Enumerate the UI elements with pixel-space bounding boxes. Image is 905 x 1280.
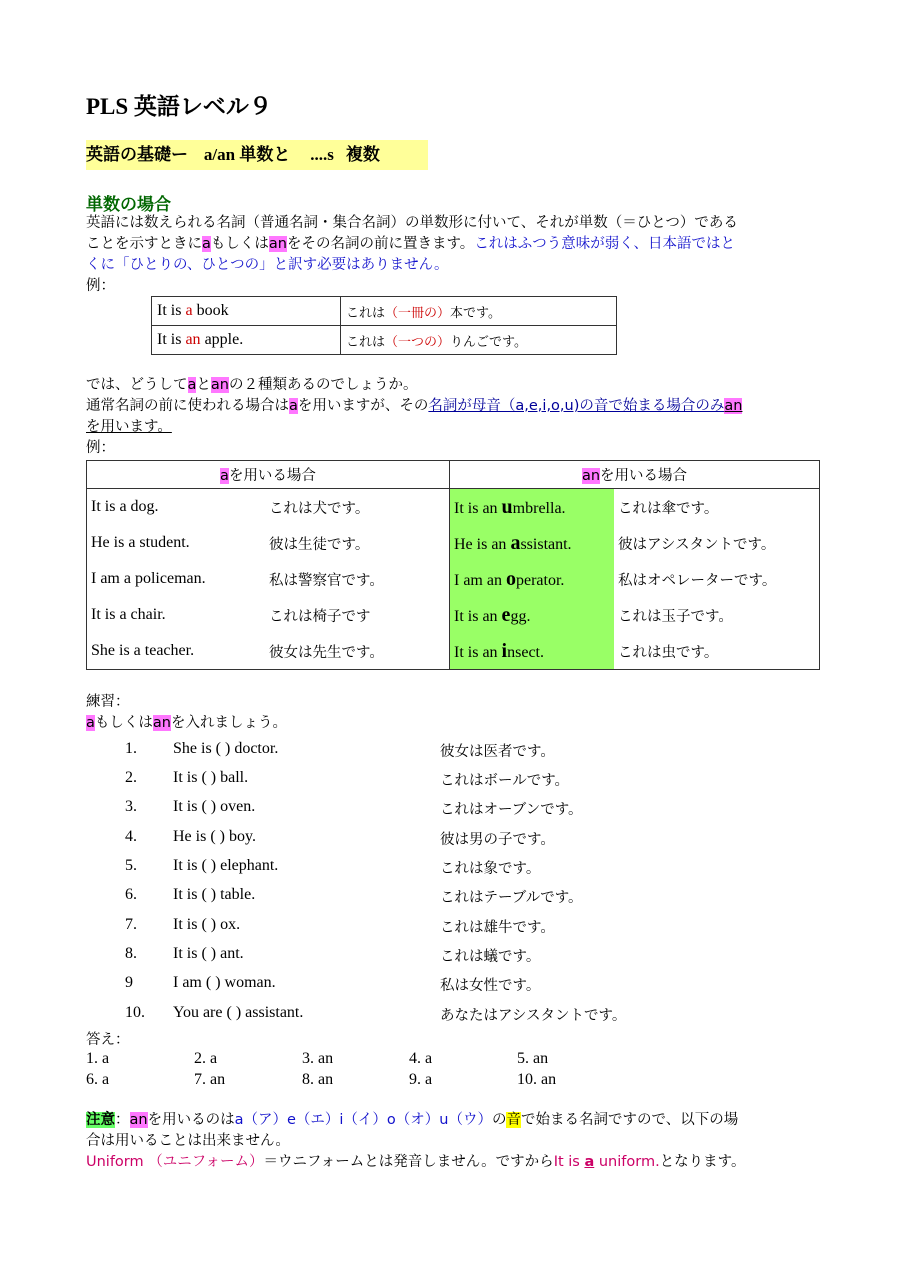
a-an-comparison-table	[86, 460, 820, 670]
list-item: 3. It is ( ) oven. これはオーブンです。	[125, 798, 583, 818]
answer: 3. an	[302, 1050, 334, 1067]
answer: 6. a	[86, 1071, 110, 1088]
table-header-row: aを用いる場合 anを用いる場合	[87, 461, 820, 489]
table-row: She is a teacher. 彼女は先生です。 It is an insect. これは虫です。	[87, 633, 820, 670]
answer: 10. an	[517, 1071, 557, 1088]
list-item: 5. It is ( ) elephant. これは象です。	[125, 857, 541, 877]
list-item: 6. It is ( ) table. これはテーブルです。	[125, 886, 583, 906]
page-title: PLS 英語レベル９	[86, 94, 272, 119]
subtitle: 英語の基礎ー a/an 単数と ....s 複数	[86, 140, 428, 170]
list-item: 2. It is ( ) ball. これはボールです。	[125, 769, 570, 789]
table-row: It is a book これは（一冊の）本です。	[152, 297, 617, 326]
list-item: 7. It is ( ) ox. これは雄牛です。	[125, 916, 555, 936]
table-row: It is a dog. これは犬です。 It is an umbrella. これは傘です。	[87, 489, 820, 526]
example-table-1	[151, 296, 617, 355]
note-paragraph: 注意：anを用いるのはa（ア）e（エ）i（イ）o（オ）u（ウ）の音で始まる名詞ですので、以下の場 合は用いることは出来ません。 Uniform （ユニフォーム）＝ウニフォームとは発音しません。ですからIt is a uniform.となります。	[86, 1112, 746, 1170]
list-item: 1. She is ( ) doctor. 彼女は医者です。	[125, 740, 555, 760]
table-row: It is a chair. これは椅子です It is an egg. これは玉子です。	[87, 597, 820, 633]
question-paragraph: では、どうしてaとanの２種類あるのでしょうか。 通常名詞の前に使われる場合はaを用いますが、その名詞が母音（a,e,i,o,u)の音で始まる場合のみan を用います。 例：	[86, 377, 743, 456]
table-row: I am a policeman. 私は警察官です。 I am an operator. 私はオペレーターです。	[87, 561, 820, 597]
intro-paragraph: 英語には数えられる名詞（普通名詞・集合名詞）の単数形に付いて、それが単数（＝ひとつ）である ことを示すときにaもしくはanをその名詞の前に置きます。これはふつう意味が弱く、日本語ではと くに「ひとりの、ひとつの」と訳す必要はありません。 例：	[86, 215, 738, 294]
answer: 4. a	[409, 1050, 433, 1067]
answer: 5. an	[517, 1050, 549, 1067]
list-item: 4. He is ( ) boy. 彼は男の子です。	[125, 828, 555, 848]
list-item: 8. It is ( ) ant. これは蟻です。	[125, 945, 541, 965]
list-item: 9 I am ( ) woman. 私は女性です。	[125, 974, 541, 994]
practice-heading: 練習： aもしくはanを入れましょう。	[86, 694, 287, 731]
list-item: 10. You are ( ) assistant. あなたはアシスタントです。	[125, 1004, 627, 1024]
table-row: It is an apple. これは（一つの）りんごです。	[152, 326, 617, 355]
answer: 9. a	[409, 1071, 433, 1088]
answers-label: 答え：	[86, 1032, 130, 1048]
section-heading: 単数の場合	[86, 195, 171, 215]
answer: 2. a	[194, 1050, 218, 1067]
answer: 8. an	[302, 1071, 334, 1088]
answer: 7. an	[194, 1071, 226, 1088]
answer: 1. a	[86, 1050, 110, 1067]
table-row: He is a student. 彼は生徒です。 He is an assistant. 彼はアシスタントです。	[87, 525, 820, 561]
